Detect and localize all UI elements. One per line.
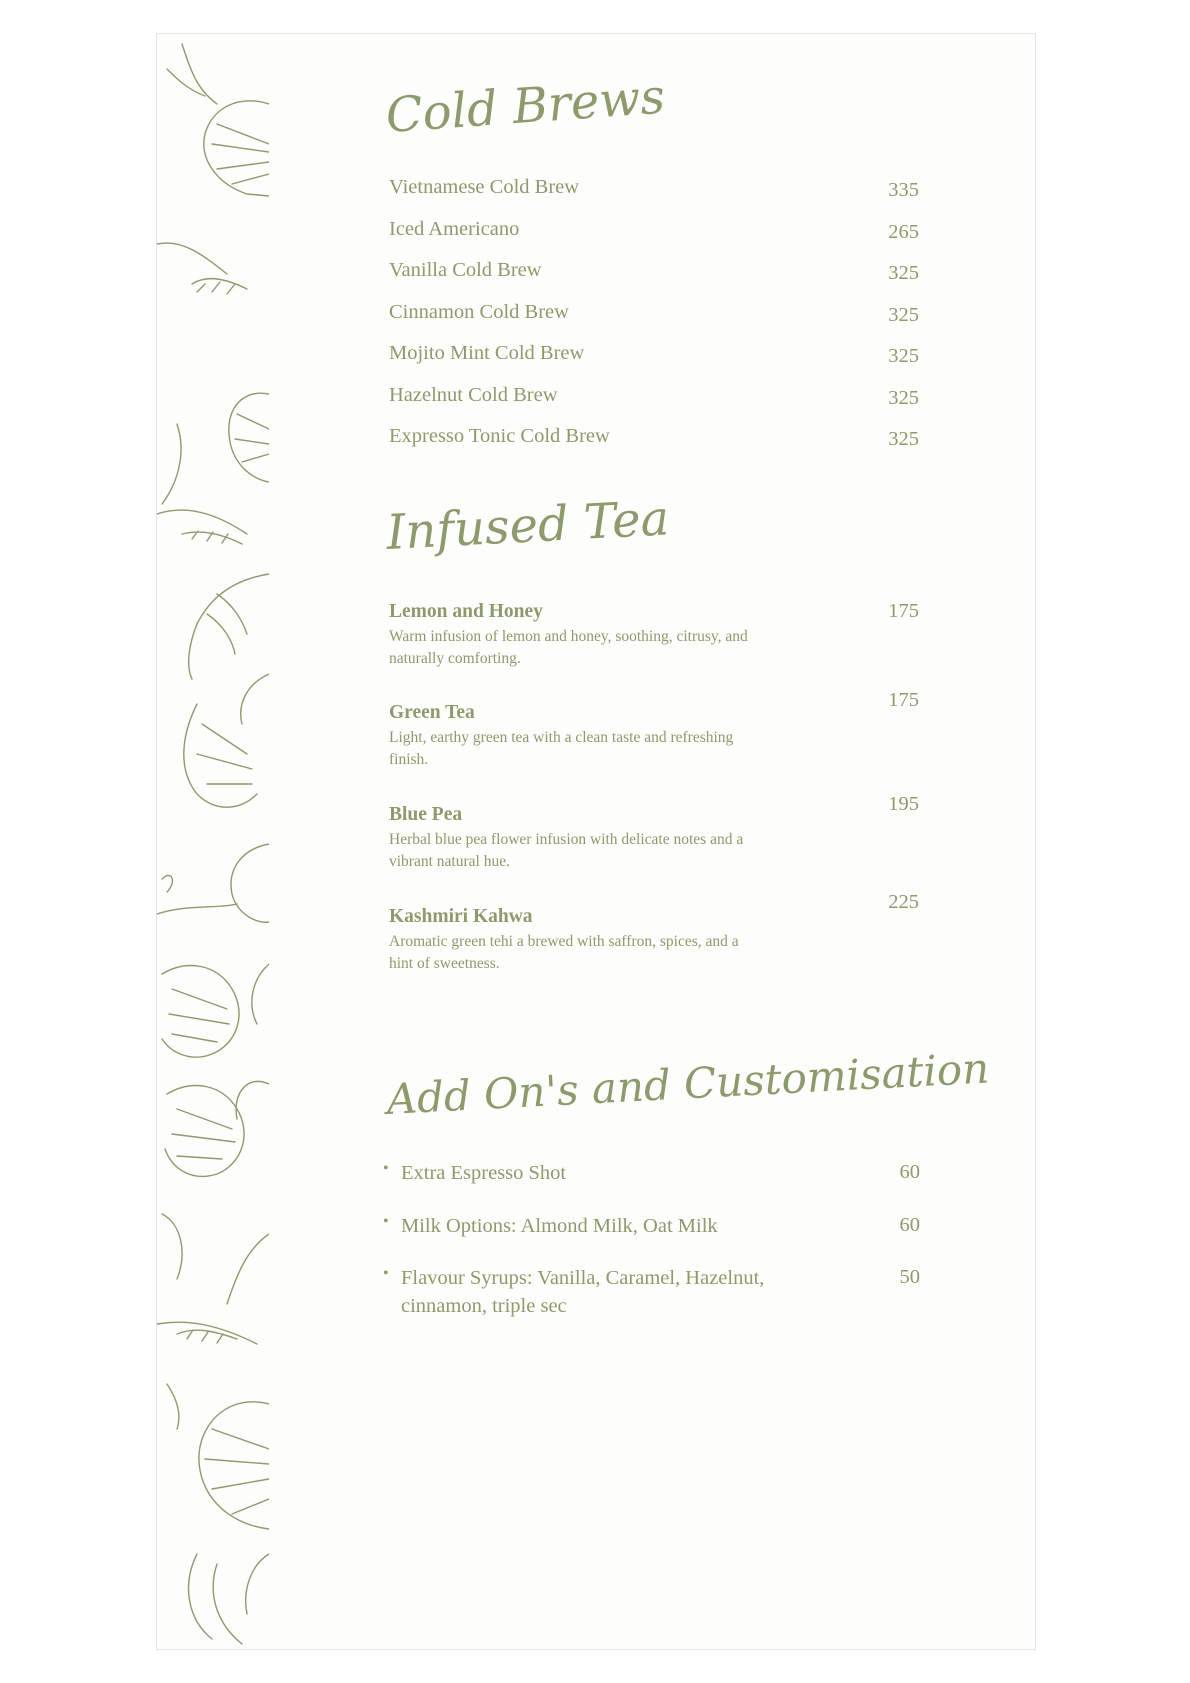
- item-description: Herbal blue pea flower infusion with delicate notes and a vibrant natural hue.: [389, 831, 744, 870]
- addon-price: 60: [899, 1214, 920, 1236]
- item-name: Lemon and Honey: [389, 601, 543, 622]
- item-name: Vanilla Cold Brew: [389, 259, 542, 281]
- addon-text: Flavour Syrups: Vanilla, Caramel, Hazelnut, cinnamon, triple sec: [401, 1267, 765, 1317]
- menu-item: [389, 218, 919, 260]
- item-name: Mojito Mint Cold Brew: [389, 342, 585, 364]
- item-name: Cinnamon Cold Brew: [389, 300, 569, 323]
- item-price: 325: [888, 345, 919, 367]
- cold-brews-list: [389, 176, 919, 467]
- flower-middle: [157, 674, 269, 922]
- item-name: Green Tea: [389, 702, 475, 723]
- section-title-cold-brews: Cold Brews: [384, 68, 667, 144]
- item-name: Hazelnut Cold Brew: [389, 383, 558, 406]
- flower-lower-middle: [162, 964, 269, 1176]
- item-name: Iced Americano: [389, 217, 520, 240]
- addon-price: 60: [899, 1161, 920, 1183]
- item-description: Warm infusion of lemon and honey, soothing, citrusy, and naturally comforting.: [389, 628, 748, 667]
- floral-pattern: [157, 34, 269, 1649]
- item-price: 195: [888, 793, 919, 815]
- item-name: Vietnamese Cold Brew: [389, 176, 580, 198]
- item-price: 335: [888, 179, 919, 201]
- menu-item: [389, 176, 919, 218]
- flower-lower: [157, 1214, 269, 1644]
- item-name: Expresso Tonic Cold Brew: [389, 425, 610, 447]
- addon-text: Milk Options: Almond Milk, Oat Milk: [401, 1215, 718, 1237]
- tea-item: [389, 600, 919, 670]
- addon-text: Extra Espresso Shot: [401, 1162, 567, 1184]
- menu-item: [389, 301, 919, 343]
- bullet: •: [383, 1265, 389, 1282]
- bullet: •: [383, 1160, 389, 1177]
- section-title-addons: Add On's and Customisation: [385, 1043, 991, 1124]
- item-name: Blue Pea: [389, 804, 463, 825]
- item-price: 175: [888, 600, 919, 622]
- flower-upper-middle: [157, 393, 269, 679]
- menu-item: [389, 259, 919, 301]
- tea-item: [389, 793, 919, 873]
- tea-item: [389, 689, 919, 771]
- bullet: •: [383, 1213, 389, 1230]
- item-description: Aromatic green tehi a brewed with saffron, spices, and a hint of sweetness.: [389, 933, 739, 972]
- flower-top: [157, 44, 269, 294]
- addon-price: 50: [899, 1266, 920, 1288]
- item-price: 225: [888, 891, 919, 913]
- menu-item: [389, 384, 919, 426]
- section-title-infused-tea: Infused Tea: [385, 490, 671, 561]
- item-description: Light, earthy green tea with a clean taste and refreshing finish.: [389, 729, 734, 768]
- item-name: Kashmiri Kahwa: [389, 906, 533, 927]
- item-price: 175: [888, 689, 919, 711]
- item-price: 325: [888, 428, 919, 450]
- menu-item: [389, 425, 919, 467]
- tea-item: [389, 891, 919, 975]
- floral-illustration: [157, 34, 269, 1649]
- menu-item: [389, 342, 919, 384]
- item-price: 325: [888, 303, 919, 326]
- item-price: 325: [888, 262, 919, 284]
- item-price: 265: [888, 220, 919, 243]
- item-price: 325: [888, 386, 919, 409]
